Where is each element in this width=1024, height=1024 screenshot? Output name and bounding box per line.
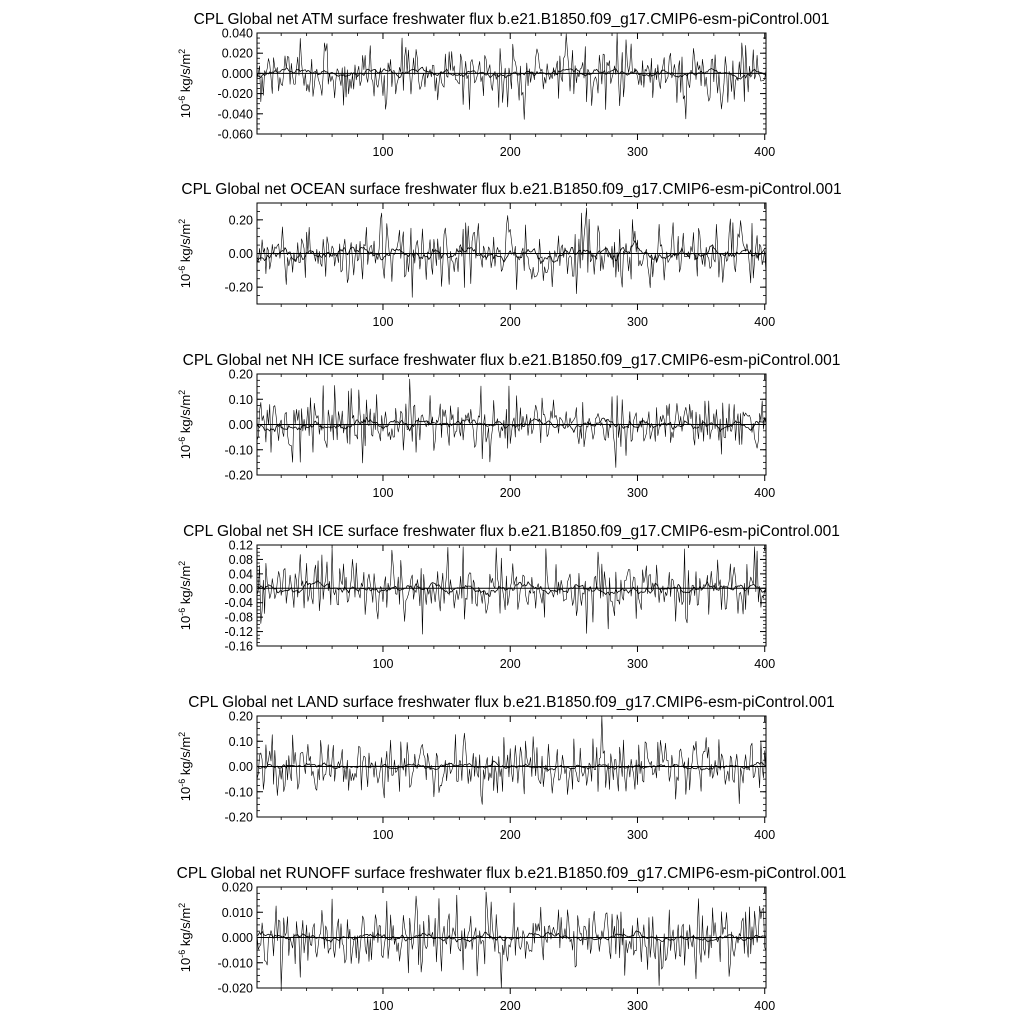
y-label-base: 10 bbox=[178, 103, 193, 119]
y-label-exp: -6 bbox=[177, 607, 187, 616]
y-axis-label bbox=[177, 390, 193, 459]
y-axis-label bbox=[177, 732, 193, 801]
y-label-base: 10 bbox=[178, 444, 193, 460]
y-label-unit-exp: 2 bbox=[177, 902, 187, 908]
y-label-base: 10 bbox=[178, 786, 193, 802]
y-tick-label: -0.020 bbox=[217, 87, 253, 102]
y-label-unit-exp: 2 bbox=[177, 731, 187, 737]
y-tick-label: 0.000 bbox=[221, 931, 253, 945]
x-tick-label: 300 bbox=[627, 657, 648, 671]
x-tick-label: 200 bbox=[499, 999, 521, 1013]
x-tick-label: 200 bbox=[499, 145, 521, 159]
x-tick-label: 100 bbox=[372, 828, 394, 842]
y-axis-label bbox=[177, 219, 193, 288]
x-tick-label: 200 bbox=[499, 315, 521, 329]
panel-4 bbox=[177, 523, 840, 671]
series-line-1 bbox=[257, 379, 766, 467]
y-tick-label: -0.20 bbox=[224, 280, 253, 295]
y-label-exp: -6 bbox=[177, 949, 187, 958]
y-tick-label: 0.00 bbox=[228, 581, 253, 596]
y-tick-label: 0.00 bbox=[228, 247, 253, 261]
series-line-1 bbox=[257, 547, 766, 634]
y-label-unit-exp: 2 bbox=[177, 389, 187, 395]
y-tick-label: 0.020 bbox=[221, 46, 253, 61]
x-tick-label: 300 bbox=[627, 315, 648, 329]
x-tick-label: 400 bbox=[754, 828, 776, 842]
y-label-unit: kg/s/m bbox=[178, 394, 193, 437]
y-tick-label: 0.04 bbox=[228, 567, 253, 582]
y-label-unit: kg/s/m bbox=[178, 736, 193, 779]
panel-title: CPL Global net ATM surface freshwater flux b.e21.B1850.f09_g17.CMIP6-esm-piControl.001 bbox=[193, 11, 830, 28]
panel-title: CPL Global net RUNOFF surface freshwater flux b.e21.B1850.f09_g17.CMIP6-esm-piControl.001 bbox=[176, 865, 847, 882]
y-label-exp: -6 bbox=[177, 95, 187, 104]
series-line-1 bbox=[257, 716, 766, 804]
y-tick-label: 0.000 bbox=[221, 66, 253, 81]
y-tick-label: -0.10 bbox=[224, 443, 253, 458]
y-axis-label bbox=[177, 49, 193, 118]
panel-6 bbox=[177, 865, 847, 1013]
y-tick-label: -0.060 bbox=[217, 127, 253, 142]
y-label-base: 10 bbox=[178, 957, 193, 973]
panel-1 bbox=[177, 11, 829, 159]
y-tick-label: -0.20 bbox=[224, 468, 253, 483]
y-label-unit: kg/s/m bbox=[178, 907, 193, 950]
x-tick-label: 400 bbox=[754, 657, 776, 671]
x-tick-label: 100 bbox=[372, 486, 394, 500]
y-tick-label: 0.010 bbox=[221, 905, 253, 920]
x-tick-label: 400 bbox=[754, 315, 776, 329]
x-tick-label: 300 bbox=[627, 999, 648, 1013]
y-label-exp: -6 bbox=[177, 265, 187, 274]
x-tick-label: 100 bbox=[372, 315, 394, 329]
y-tick-label: -0.010 bbox=[217, 956, 253, 971]
x-tick-label: 100 bbox=[372, 145, 394, 159]
y-label-unit: kg/s/m bbox=[178, 223, 193, 266]
panel-3 bbox=[177, 352, 840, 500]
x-tick-label: 100 bbox=[372, 999, 394, 1013]
panel-title: CPL Global net OCEAN surface freshwater flux b.e21.B1850.f09_g17.CMIP6-esm-piControl.001 bbox=[181, 181, 842, 198]
y-label-unit: kg/s/m bbox=[178, 565, 193, 608]
panel-title: CPL Global net SH ICE surface freshwater flux b.e21.B1850.f09_g17.CMIP6-esm-piControl.001 bbox=[183, 523, 840, 540]
y-label-base: 10 bbox=[178, 615, 193, 631]
x-tick-label: 200 bbox=[499, 486, 521, 500]
y-label-unit: kg/s/m bbox=[178, 53, 193, 96]
series-line-1 bbox=[257, 33, 766, 119]
y-tick-label: -0.04 bbox=[224, 596, 253, 611]
y-tick-label: -0.020 bbox=[217, 981, 253, 996]
y-tick-label: -0.040 bbox=[217, 107, 253, 122]
y-tick-label: -0.20 bbox=[224, 810, 253, 825]
y-tick-label: 0.10 bbox=[228, 734, 253, 749]
y-tick-label: -0.08 bbox=[224, 610, 253, 625]
y-tick-label: -0.10 bbox=[224, 785, 253, 800]
panel-2 bbox=[177, 181, 842, 329]
y-tick-label: 0.20 bbox=[228, 367, 253, 382]
y-label-exp: -6 bbox=[177, 436, 187, 445]
x-tick-label: 300 bbox=[627, 486, 648, 500]
y-tick-label: 0.20 bbox=[228, 213, 253, 228]
x-tick-label: 400 bbox=[754, 145, 776, 159]
plot-frame bbox=[257, 545, 766, 646]
x-tick-label: 400 bbox=[754, 486, 776, 500]
panel-title: CPL Global net NH ICE surface freshwater flux b.e21.B1850.f09_g17.CMIP6-esm-piControl.001 bbox=[182, 352, 841, 369]
x-tick-label: 300 bbox=[627, 145, 648, 159]
y-axis-label bbox=[177, 903, 193, 972]
y-tick-label: 0.08 bbox=[228, 552, 253, 567]
x-tick-label: 200 bbox=[499, 828, 521, 842]
y-tick-label: 0.020 bbox=[221, 880, 253, 895]
x-tick-label: 400 bbox=[754, 999, 776, 1013]
y-tick-label: 0.040 bbox=[221, 26, 253, 41]
y-tick-label: 0.20 bbox=[228, 709, 253, 724]
y-label-unit-exp: 2 bbox=[177, 48, 187, 54]
y-tick-label: 0.12 bbox=[228, 538, 253, 553]
y-tick-label: -0.16 bbox=[224, 639, 253, 654]
y-tick-label: 0.00 bbox=[228, 418, 253, 432]
panel-title: CPL Global net LAND surface freshwater flux b.e21.B1850.f09_g17.CMIP6-esm-piControl.001 bbox=[188, 694, 835, 711]
x-tick-label: 200 bbox=[499, 657, 521, 671]
y-label-unit-exp: 2 bbox=[177, 560, 187, 566]
x-tick-label: 300 bbox=[627, 828, 648, 842]
x-tick-label: 100 bbox=[372, 657, 394, 671]
y-label-unit-exp: 2 bbox=[177, 218, 187, 224]
y-tick-label: 0.10 bbox=[228, 392, 253, 407]
y-axis-label bbox=[177, 561, 193, 630]
y-tick-label: -0.12 bbox=[224, 625, 253, 640]
panel-5 bbox=[177, 694, 835, 842]
y-label-base: 10 bbox=[178, 273, 193, 289]
y-label-exp: -6 bbox=[177, 778, 187, 787]
y-tick-label: 0.00 bbox=[228, 760, 253, 774]
